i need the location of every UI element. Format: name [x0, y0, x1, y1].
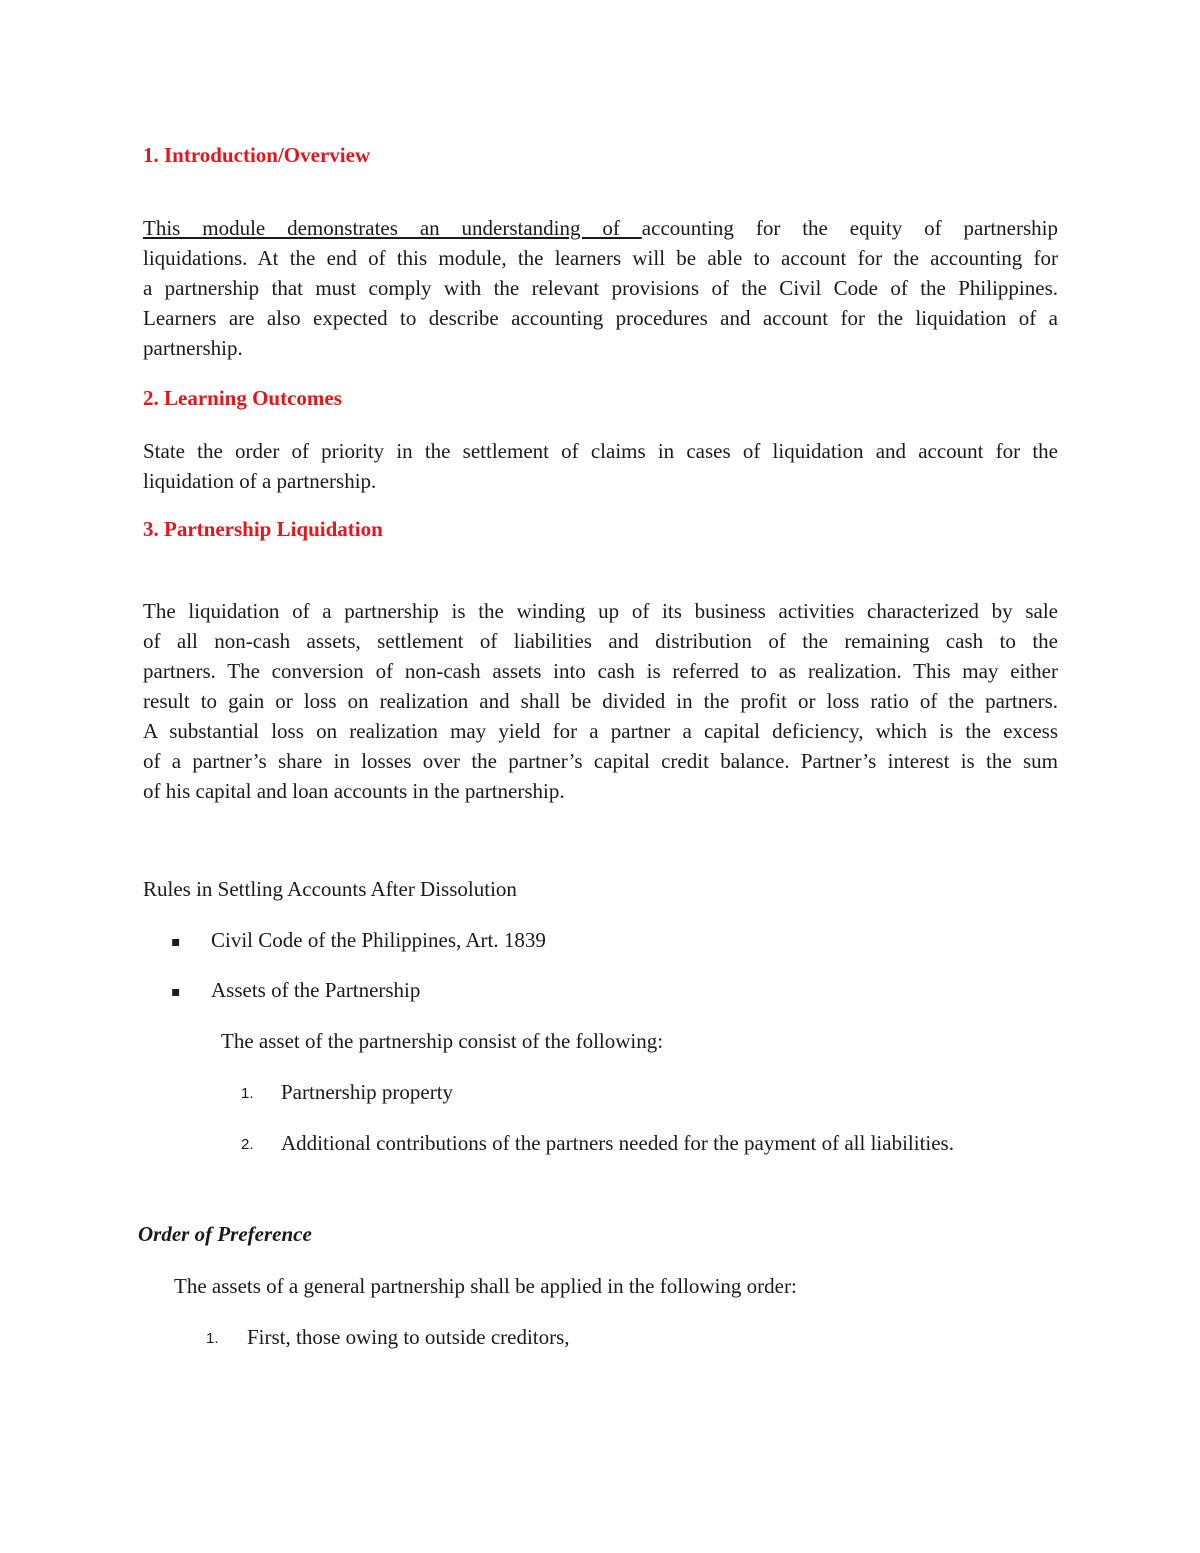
list-number: 1.: [241, 1085, 254, 1102]
paragraph-line: A substantial loss on realization may yield for a partner a capital deficiency, which is the excess: [143, 719, 1058, 743]
assets-item-additional-contributions: Additional contributions of the partners needed for the payment of all liabilities.: [281, 1131, 954, 1155]
rules-title: Rules in Settling Accounts After Dissolution: [143, 877, 517, 901]
paragraph-line: liquidations. At the end of this module, the learners will be able to account for the accounting for: [143, 246, 1058, 270]
underlined-phrase: This module demonstrates an understanding of: [143, 216, 642, 240]
bullet-icon: ▪: [171, 984, 181, 1000]
partnership-liquidation-paragraph: [143, 596, 1058, 806]
line-text: accounting for the equity of partnership: [641, 216, 1058, 240]
paragraph-line: of a partner’s share in losses over the partner’s capital credit balance. Partner’s interest is the sum: [143, 749, 1058, 773]
paragraph-line: liquidation of a partnership.: [143, 469, 377, 493]
rules-bullet-assets: Assets of the Partnership: [211, 978, 421, 1002]
preference-intro: The assets of a general partnership shall be applied in the following order:: [174, 1274, 797, 1298]
paragraph-line: Learners are also expected to describe accounting procedures and account for the liquidation of a: [143, 306, 1058, 330]
order-of-preference-heading: Order of Preference: [138, 1222, 312, 1246]
paragraph-line: a partnership that must comply with the relevant provisions of the Civil Code of the Philippines.: [143, 276, 1058, 300]
section-heading-learning-outcomes: 2. Learning Outcomes: [143, 386, 342, 410]
paragraph-line: [143, 213, 1058, 243]
paragraph-line: result to gain or loss on realization and shall be divided in the profit or loss ratio of the partners.: [143, 689, 1058, 713]
section-heading-introduction: 1. Introduction/Overview: [143, 143, 371, 167]
paragraph-line: of his capital and loan accounts in the partnership.: [143, 779, 565, 803]
learning-outcomes-paragraph: [143, 436, 1058, 496]
paragraph-line: State the order of priority in the settlement of claims in cases of liquidation and account for the: [143, 439, 1058, 463]
paragraph-line: The liquidation of a partnership is the winding up of its business activities characterized by sale: [143, 599, 1058, 623]
assets-item-partnership-property: Partnership property: [281, 1080, 454, 1104]
section-heading-partnership-liquidation: 3. Partnership Liquidation: [143, 517, 383, 541]
paragraph-line: partnership.: [143, 336, 243, 360]
list-number: 2.: [241, 1136, 254, 1153]
paragraph-line: partners. The conversion of non-cash assets into cash is referred to as realization. This may either: [143, 659, 1058, 683]
assets-intro: The asset of the partnership consist of the following:: [221, 1029, 664, 1053]
bullet-icon: ▪: [171, 934, 181, 950]
rules-bullet-civil-code: Civil Code of the Philippines, Art. 1839: [211, 928, 546, 952]
list-number: 1.: [206, 1330, 219, 1347]
introduction-paragraph: [143, 213, 1058, 363]
preference-item-outside-creditors: First, those owing to outside creditors,: [247, 1325, 570, 1349]
paragraph-line: of all non-cash assets, settlement of liabilities and distribution of the remaining cash to the: [143, 629, 1058, 653]
